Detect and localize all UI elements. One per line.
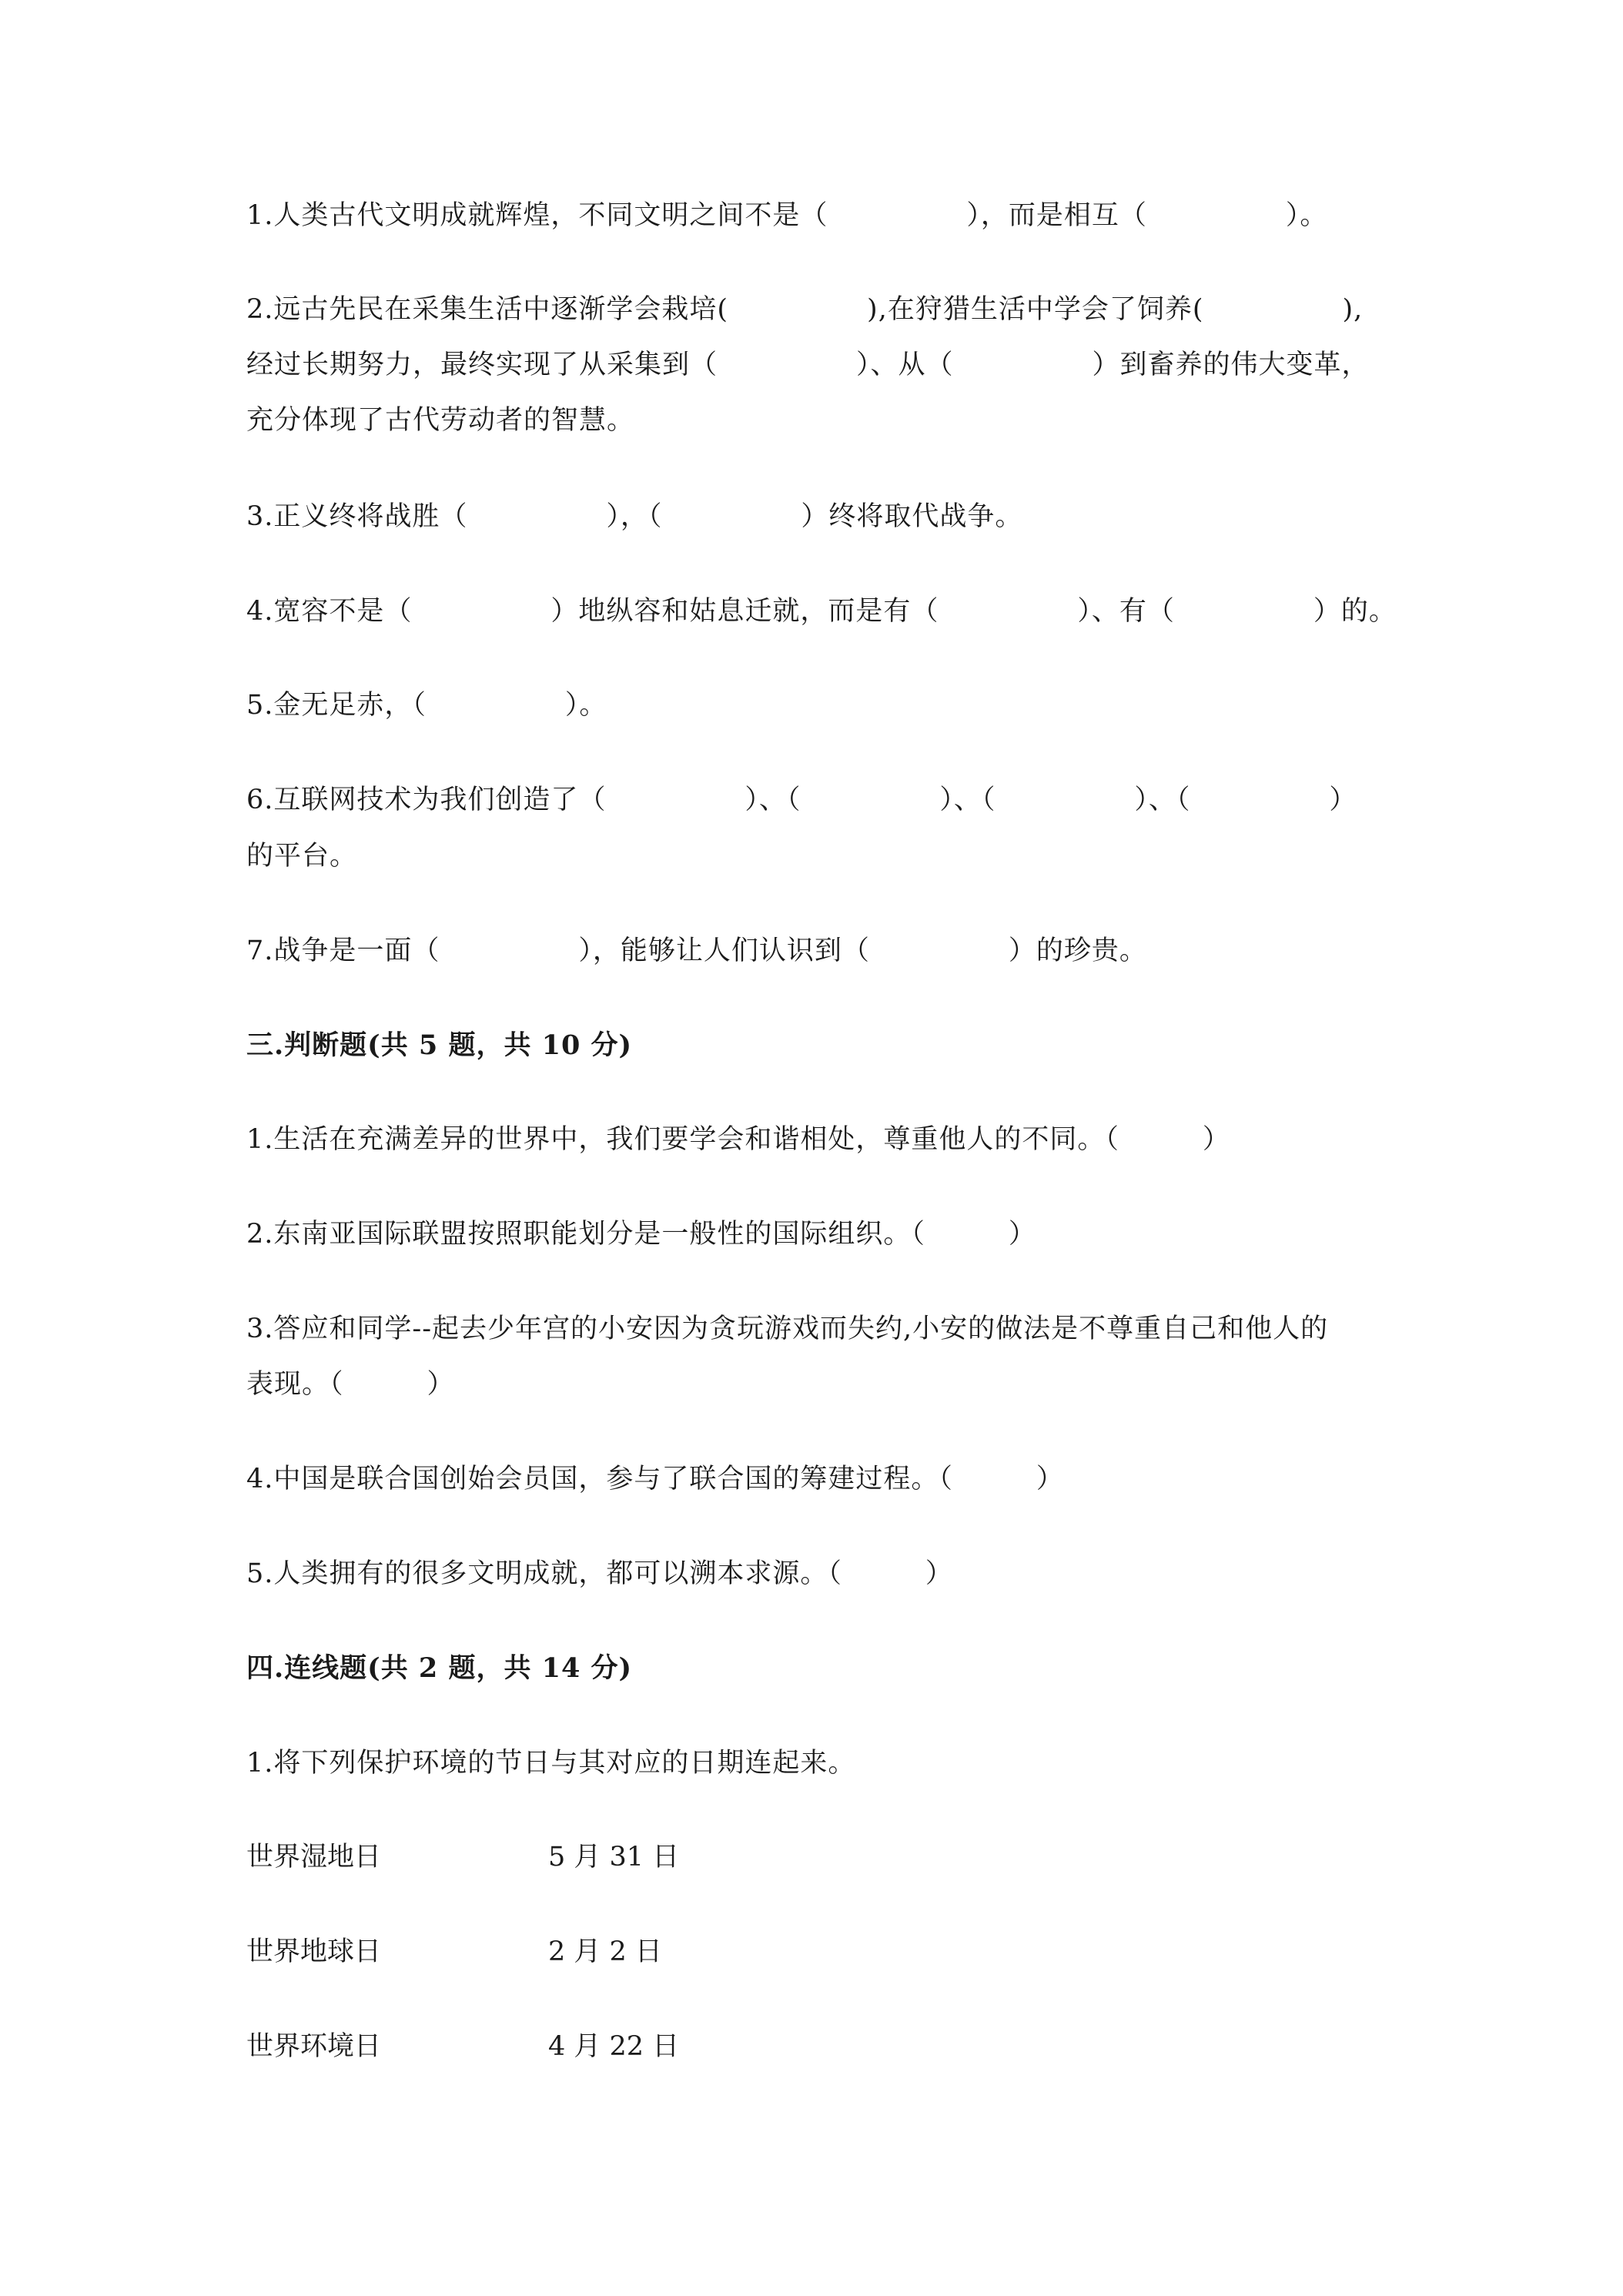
- match-right-item: 5 月 31 日: [548, 1842, 680, 1873]
- judge-question-3-line-1: 3.答应和同学--起去少年宫的小安因为贪玩游戏而失约,小安的做法是不尊重自己和他人的: [246, 1314, 1329, 1344]
- fill-question-5: 5.金无足赤，（ ）。: [246, 690, 607, 721]
- fill-question-7: 7.战争是一面（ ），能够让人们认识到（ ）的珍贵。: [246, 935, 1147, 966]
- fill-question-2-line-2: 经过长期努力，最终实现了从采集到（ ）、从（ ）到畜养的伟大变革，: [246, 350, 1370, 380]
- judge-question-4: 4.中国是联合国创始会员国，参与了联合国的筹建过程。（ ）: [246, 1464, 1064, 1494]
- match-question-1: 1.将下列保护环境的节日与其对应的日期连起来。: [246, 1748, 856, 1779]
- fill-question-4: 4.宽容不是（ ）地纵容和姑息迁就，而是有（ ）、有（ ）的。: [246, 596, 1397, 627]
- fill-question-1: 1.人类古代文明成就辉煌，不同文明之间不是（ ），而是相互（ ）。: [246, 200, 1328, 231]
- match-left-item: 世界湿地日: [246, 1842, 382, 1873]
- fill-question-2-line-1: 2.远古先民在采集生活中逐渐学会栽培( ),在狩猎生活中学会了饲养( ),: [246, 294, 1364, 325]
- fill-question-3: 3.正义终将战胜（ ），（ ）终将取代战争。: [246, 501, 1023, 532]
- match-right-item: 4 月 22 日: [548, 2031, 680, 2062]
- fill-question-6-line-2: 的平台。: [246, 841, 358, 872]
- match-right-item: 2 月 2 日: [548, 1936, 662, 1967]
- match-left-item: 世界地球日: [246, 1936, 382, 1967]
- judge-question-3-line-2: 表现。（ ）: [246, 1369, 455, 1400]
- judge-question-1: 1.生活在充满差异的世界中，我们要学会和谐相处，尊重他人的不同。（ ）: [246, 1124, 1230, 1155]
- section-4-heading: 四.连线题(共 2 题，共 14 分): [246, 1652, 633, 1684]
- fill-question-2-line-3: 充分体现了古代劳动者的智慧。: [246, 405, 635, 436]
- fill-question-6-line-1: 6.互联网技术为我们创造了（ ）、（ ）、（ ）、（ ）: [246, 785, 1357, 815]
- section-3-heading: 三.判断题(共 5 题，共 10 分): [246, 1029, 633, 1061]
- match-left-item: 世界环境日: [246, 2031, 382, 2062]
- judge-question-2: 2.东南亚国际联盟按照职能划分是一般性的国际组织。（ ）: [246, 1219, 1036, 1250]
- judge-question-5: 5.人类拥有的很多文明成就，都可以溯本求源。（ ）: [246, 1558, 953, 1589]
